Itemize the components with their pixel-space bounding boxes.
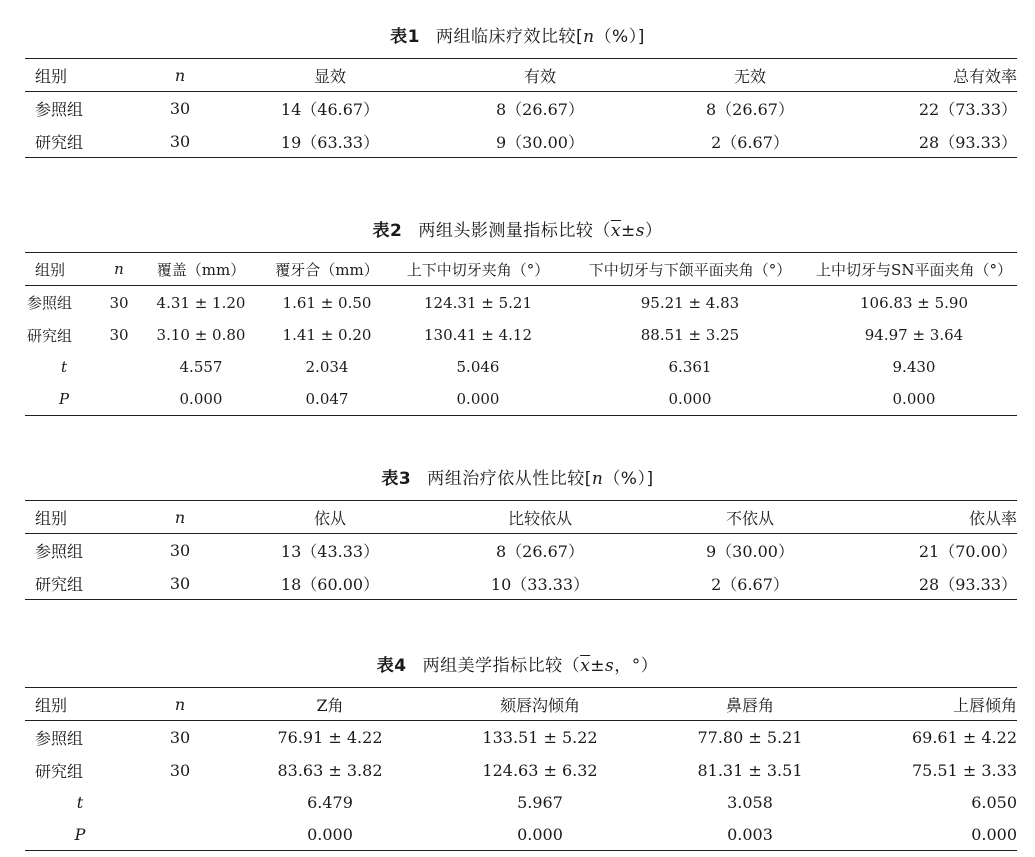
table2-caption-text: 两组头影测量指标比较（: [418, 221, 611, 241]
table1-caption-n: n: [583, 27, 595, 47]
table3-header-col3: 不依从: [645, 501, 855, 534]
table-cell: 0.003: [727, 824, 773, 844]
table-cell: 3.058: [727, 792, 773, 812]
table3-header-col1: 依从: [225, 501, 435, 534]
table-cell: 124.31 ± 5.21: [424, 293, 532, 312]
table-row: [25, 319, 1017, 351]
table-cell: 106.83 ± 5.90: [860, 293, 968, 312]
table4-caption-s: s: [604, 656, 615, 676]
table-cell: 9（30.00）: [496, 132, 584, 152]
table-cell: 6.361: [668, 358, 712, 376]
table-cell: 4.31 ± 1.20: [156, 293, 246, 312]
table-cell: 9.430: [892, 358, 936, 376]
table-cell: 69.61 ± 4.22: [911, 728, 1017, 747]
table-cell: 30: [169, 99, 191, 118]
table4: [25, 687, 1017, 851]
table-cell: 5.967: [517, 792, 563, 812]
table-cell: 22（73.33）: [918, 100, 1017, 119]
table-cell: 6.050: [971, 792, 1017, 812]
table2-header-col4: 下中切牙与下颌平面夹角（°）: [569, 253, 811, 286]
table4-caption: [0, 651, 1035, 676]
table-cell: [135, 818, 225, 851]
table2-caption: [0, 216, 1035, 241]
table-cell: 21（70.00）: [918, 542, 1017, 561]
row-label: 参照组: [27, 294, 73, 312]
table-row: [25, 754, 1017, 786]
table1-header-col2: 有效: [435, 59, 645, 92]
table-cell: 9（30.00）: [706, 542, 794, 561]
table-row: [25, 534, 1017, 568]
table2: [25, 252, 1017, 416]
table-cell: 88.51 ± 3.25: [640, 326, 740, 344]
table-cell: 18（60.00）: [280, 574, 380, 594]
table-cell: 76.91 ± 4.22: [277, 728, 383, 747]
table-cell: [103, 351, 135, 383]
table-cell: 28（93.33）: [918, 574, 1017, 594]
table2-header-col5: 上中切牙与SN平面夹角（°）: [811, 253, 1017, 286]
table4-caption-xbar: $\overline{x}$: [580, 656, 591, 676]
table1: [25, 58, 1017, 158]
table3-header-n: n: [135, 501, 225, 534]
table-row: [25, 818, 1017, 851]
table4-caption-pm: ±: [590, 656, 605, 676]
table1-header-row: [25, 59, 1017, 92]
table1-caption: [0, 22, 1035, 47]
table-cell: 83.63 ± 3.82: [277, 760, 383, 780]
table-cell: 0.000: [517, 824, 563, 844]
table-cell: 133.51 ± 5.22: [482, 728, 598, 747]
table1-caption-number: 表1: [390, 27, 420, 47]
row-label: 参照组: [35, 542, 84, 561]
row-label: 参照组: [35, 100, 84, 119]
table-cell: [103, 383, 135, 416]
table1-caption-text: 两组临床疗效比较[: [435, 27, 584, 47]
table-row: [25, 383, 1017, 416]
table-cell: 95.21 ± 4.83: [640, 293, 740, 312]
table2-header-col1: 覆盖（mm）: [135, 253, 267, 286]
table-row: [25, 567, 1017, 600]
table2-header-group: 组别: [25, 253, 103, 286]
table2-header-col2: 覆牙合（mm）: [267, 253, 387, 286]
row-label: 研究组: [35, 761, 84, 781]
table-cell: [135, 786, 225, 818]
table-cell: 19（63.33）: [280, 132, 380, 152]
table-cell: 130.41 ± 4.12: [424, 326, 532, 344]
table-cell: 0.000: [307, 824, 353, 844]
table-cell: 2（6.67）: [711, 132, 789, 152]
table-cell: 30: [169, 728, 191, 747]
table-row: [25, 721, 1017, 755]
row-label: P: [58, 390, 70, 408]
table1-header-col4: 总有效率: [855, 59, 1017, 92]
table-cell: 94.97 ± 3.64: [864, 326, 964, 344]
table2-caption-pm: ±: [620, 221, 636, 241]
table-row: [25, 125, 1017, 158]
table1-header-n: n: [135, 59, 225, 92]
table-cell: 8（26.67）: [496, 542, 584, 561]
table-cell: 0.047: [305, 390, 349, 408]
table2-caption-number: 表2: [372, 221, 403, 241]
row-label: 研究组: [35, 132, 84, 152]
table-cell: 30: [169, 541, 191, 560]
table4-header-col2: 颏唇沟倾角: [435, 688, 645, 721]
table1-header-col3: 无效: [645, 59, 855, 92]
table-cell: 3.10 ± 0.80: [156, 326, 246, 344]
table-cell: 0.000: [179, 390, 223, 408]
table-row: [25, 92, 1017, 126]
table4-header-col3: 鼻唇角: [645, 688, 855, 721]
row-label: 研究组: [27, 326, 73, 345]
table-cell: 30: [109, 326, 129, 344]
table-cell: 30: [169, 573, 191, 593]
table3-caption-number: 表3: [381, 469, 412, 489]
table3-caption: [0, 464, 1035, 489]
table4-header-col1: Z角: [225, 688, 435, 721]
table-cell: 6.479: [307, 792, 353, 812]
table-cell: 75.51 ± 3.33: [911, 760, 1017, 780]
table-cell: 2（6.67）: [711, 574, 789, 594]
table-cell: 13（43.33）: [280, 542, 380, 561]
table3-header-col4: 依从率: [855, 501, 1017, 534]
table-row: [25, 286, 1017, 320]
table-cell: 0.000: [668, 390, 712, 408]
table-cell: 2.034: [305, 358, 349, 376]
table-cell: 10（33.33）: [490, 574, 590, 594]
table-cell: 0.000: [456, 390, 500, 408]
table4-header-col4: 上唇倾角: [855, 688, 1017, 721]
table3-caption-tail: （%）]: [603, 469, 654, 489]
table-row: [25, 351, 1017, 383]
table3-header-row: [25, 501, 1017, 534]
table2-header-n: n: [103, 253, 135, 286]
table2-caption-xbar: $\overline{x}$: [610, 221, 621, 241]
row-label: 参照组: [35, 729, 84, 748]
table2-header-col3: 上下中切牙夹角（°）: [387, 253, 569, 286]
row-label: 研究组: [35, 574, 84, 594]
table-cell: 0.000: [971, 824, 1017, 844]
table1-header-col1: 显效: [225, 59, 435, 92]
table2-caption-s: s: [635, 221, 645, 241]
table-cell: 4.557: [179, 358, 223, 376]
table-cell: 30: [169, 131, 191, 151]
table-cell: 0.000: [892, 390, 936, 408]
table-row: [25, 786, 1017, 818]
table4-header-n: n: [135, 688, 225, 721]
table4-caption-text: 两组美学指标比较（: [422, 656, 581, 676]
row-label: t: [76, 792, 84, 812]
table3-caption-n: n: [591, 469, 604, 489]
table2-header-row: [25, 253, 1017, 286]
table-cell: 8（26.67）: [496, 100, 584, 119]
table-cell: 77.80 ± 5.21: [697, 728, 803, 747]
table4-header-group: 组别: [25, 688, 135, 721]
table4-caption-number: 表4: [376, 656, 407, 676]
table1-caption-tail: （%）]: [594, 27, 645, 47]
table4-header-row: [25, 688, 1017, 721]
table-cell: 1.41 ± 0.20: [282, 326, 372, 344]
table-cell: 124.63 ± 6.32: [482, 760, 598, 780]
table-cell: 28（93.33）: [918, 132, 1017, 152]
table-cell: 30: [109, 293, 129, 312]
table4-caption-tail: ，°）: [614, 656, 659, 676]
table-cell: 8（26.67）: [706, 100, 794, 119]
table3-header-group: 组别: [25, 501, 135, 534]
table-cell: 30: [169, 760, 191, 780]
table-cell: 1.61 ± 0.50: [282, 293, 372, 312]
row-label: P: [74, 824, 86, 844]
table-cell: 14（46.67）: [280, 100, 380, 119]
table-cell: 5.046: [456, 358, 500, 376]
table-cell: 81.31 ± 3.51: [697, 760, 803, 780]
table3-header-col2: 比较依从: [435, 501, 645, 534]
table2-caption-tail: ）: [644, 221, 663, 241]
table1-header-group: 组别: [25, 59, 135, 92]
table3: [25, 500, 1017, 600]
table3-caption-text: 两组治疗依从性比较[: [427, 469, 592, 489]
row-label: t: [60, 358, 68, 376]
